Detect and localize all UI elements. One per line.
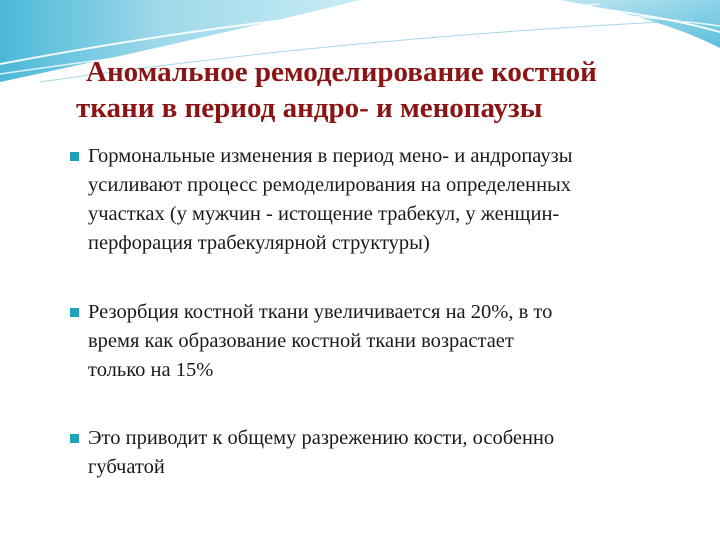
title-line: Аномальное ремоделирование костной bbox=[86, 56, 597, 88]
title-line: ткани в период андро- и менопаузы bbox=[76, 92, 543, 124]
bullet-item bbox=[70, 142, 690, 258]
bullet-item bbox=[70, 298, 690, 385]
bullet-line: только на 15% bbox=[88, 359, 214, 381]
bullet-line: Это приводит к общему разрежению кости, особенно bbox=[88, 427, 555, 449]
bullet-line: усиливают процесс ремоделирования на определенных bbox=[88, 174, 572, 196]
bullet-item bbox=[70, 424, 690, 482]
bullet-line: Резорбция костной ткани увеличивается на 20%, в то bbox=[88, 301, 553, 323]
bullet-square-icon bbox=[70, 434, 79, 443]
slide-title bbox=[76, 54, 676, 126]
bullet-line: перфорация трабекулярной структуры) bbox=[88, 232, 430, 254]
bullet-square-icon bbox=[70, 308, 79, 317]
bullet-line: участках (у мужчин - истощение трабекул, у женщин- bbox=[88, 203, 560, 225]
bullet-line: губчатой bbox=[88, 456, 165, 478]
bullet-line: Гормональные изменения в период мено- и андропаузы bbox=[88, 145, 573, 167]
bullet-square-icon bbox=[70, 152, 79, 161]
bullet-line: время как образование костной ткани возрастает bbox=[88, 330, 514, 352]
